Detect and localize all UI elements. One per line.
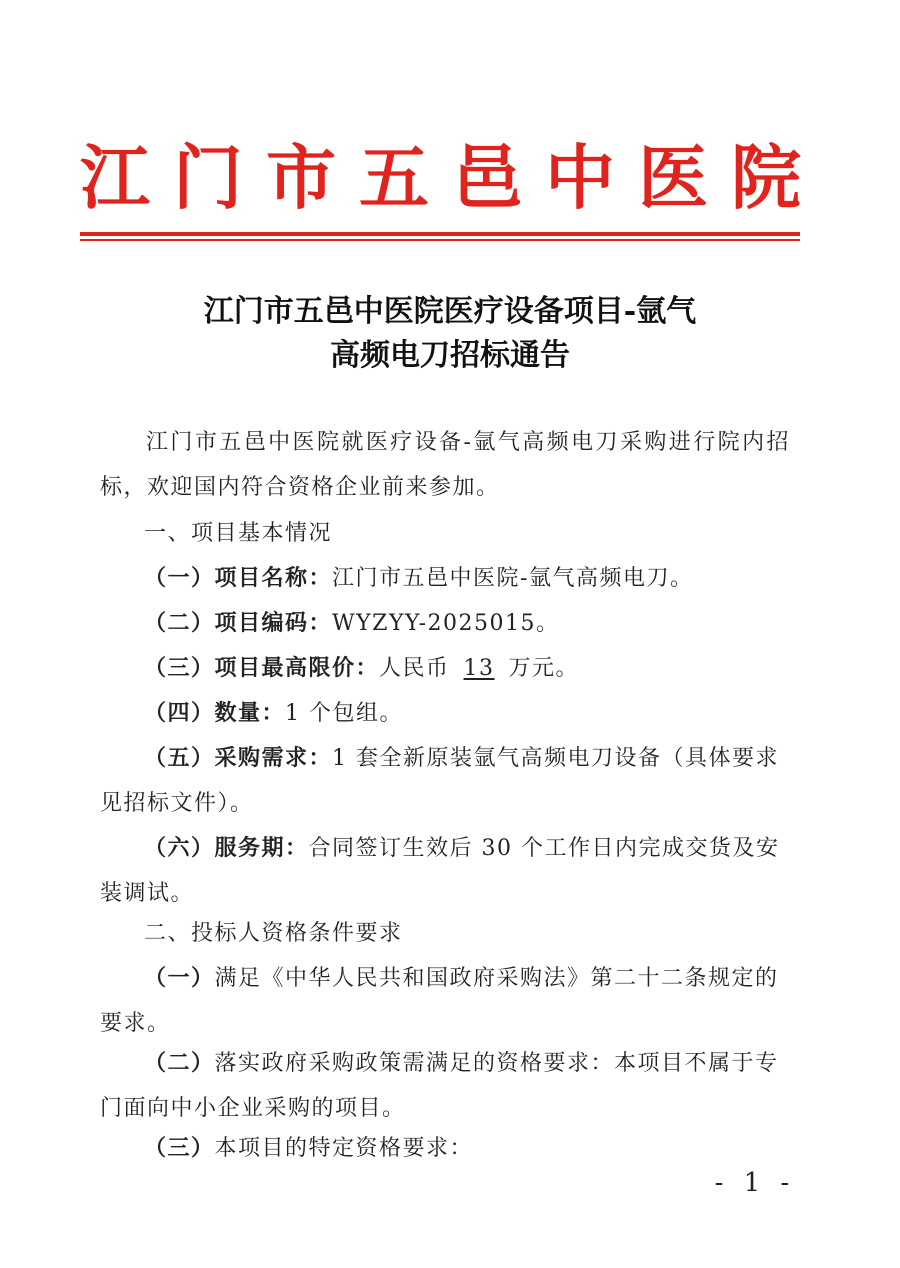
qualification-3 [100, 1126, 790, 1171]
section-2-heading: 二、投标人资格条件要求 [144, 921, 403, 946]
price-suffix: 万元。 [508, 656, 580, 681]
item-label: （二）项目编码： [144, 611, 333, 636]
item-label: （一） [144, 966, 215, 991]
item-label: （四）数量： [144, 701, 286, 726]
item-service-period [100, 826, 790, 916]
price-prefix: 人民币 [379, 656, 450, 681]
letterhead-red-rule [80, 232, 800, 236]
letterhead-red-rule-thin [80, 239, 800, 241]
item-label: （二） [144, 1051, 215, 1076]
item-quantity [100, 691, 790, 736]
qualification-1 [100, 956, 790, 1046]
page-number: - 1 - [714, 1168, 796, 1198]
item-value: 1 个包组。 [285, 701, 404, 726]
item-value: WYZYY-2025015。 [332, 611, 560, 636]
item-project-code [100, 601, 790, 646]
item-value: 满足《中华人民共和国政府采购法》第二十二条规定的要求。 [100, 966, 779, 1036]
item-label: （六）服务期： [144, 836, 309, 861]
item-price-limit [100, 646, 790, 691]
item-label: （三）项目最高限价： [144, 656, 380, 681]
letterhead-hospital-name: 江门市五邑中医院 [80, 137, 824, 219]
item-value: 江门市五邑中医院-氩气高频电刀。 [332, 566, 694, 591]
price-amount: 13 [463, 656, 495, 681]
section-1-heading: 一、项目基本情况 [144, 521, 333, 546]
notice-title-line-2: 高频电刀招标通告 [330, 338, 570, 373]
item-value: 本项目的特定资格要求： [214, 1136, 474, 1161]
notice-title-line-1: 江门市五邑中医院医疗设备项目-氩气 [203, 294, 697, 329]
item-value: 落实政府采购政策需满足的资格要求：本项目不属于专门面向中小企业采购的项目。 [100, 1051, 779, 1121]
item-label: （五）采购需求： [144, 746, 333, 771]
item-label: （一）项目名称： [144, 566, 333, 591]
item-project-name [100, 556, 790, 601]
intro-paragraph: 江门市五邑中医院就医疗设备-氩气高频电刀采购进行院内招标，欢迎国内符合资格企业前来参加。 [100, 430, 790, 500]
item-label: （三） [144, 1136, 215, 1161]
item-value: 合同签订生效后 30 个工作日内完成交货及安装调试。 [100, 836, 780, 906]
item-value: 1 套全新原装氩气高频电刀设备（具体要求见招标文件）。 [100, 746, 780, 816]
qualification-2 [100, 1041, 790, 1131]
item-procurement-need [100, 736, 790, 826]
